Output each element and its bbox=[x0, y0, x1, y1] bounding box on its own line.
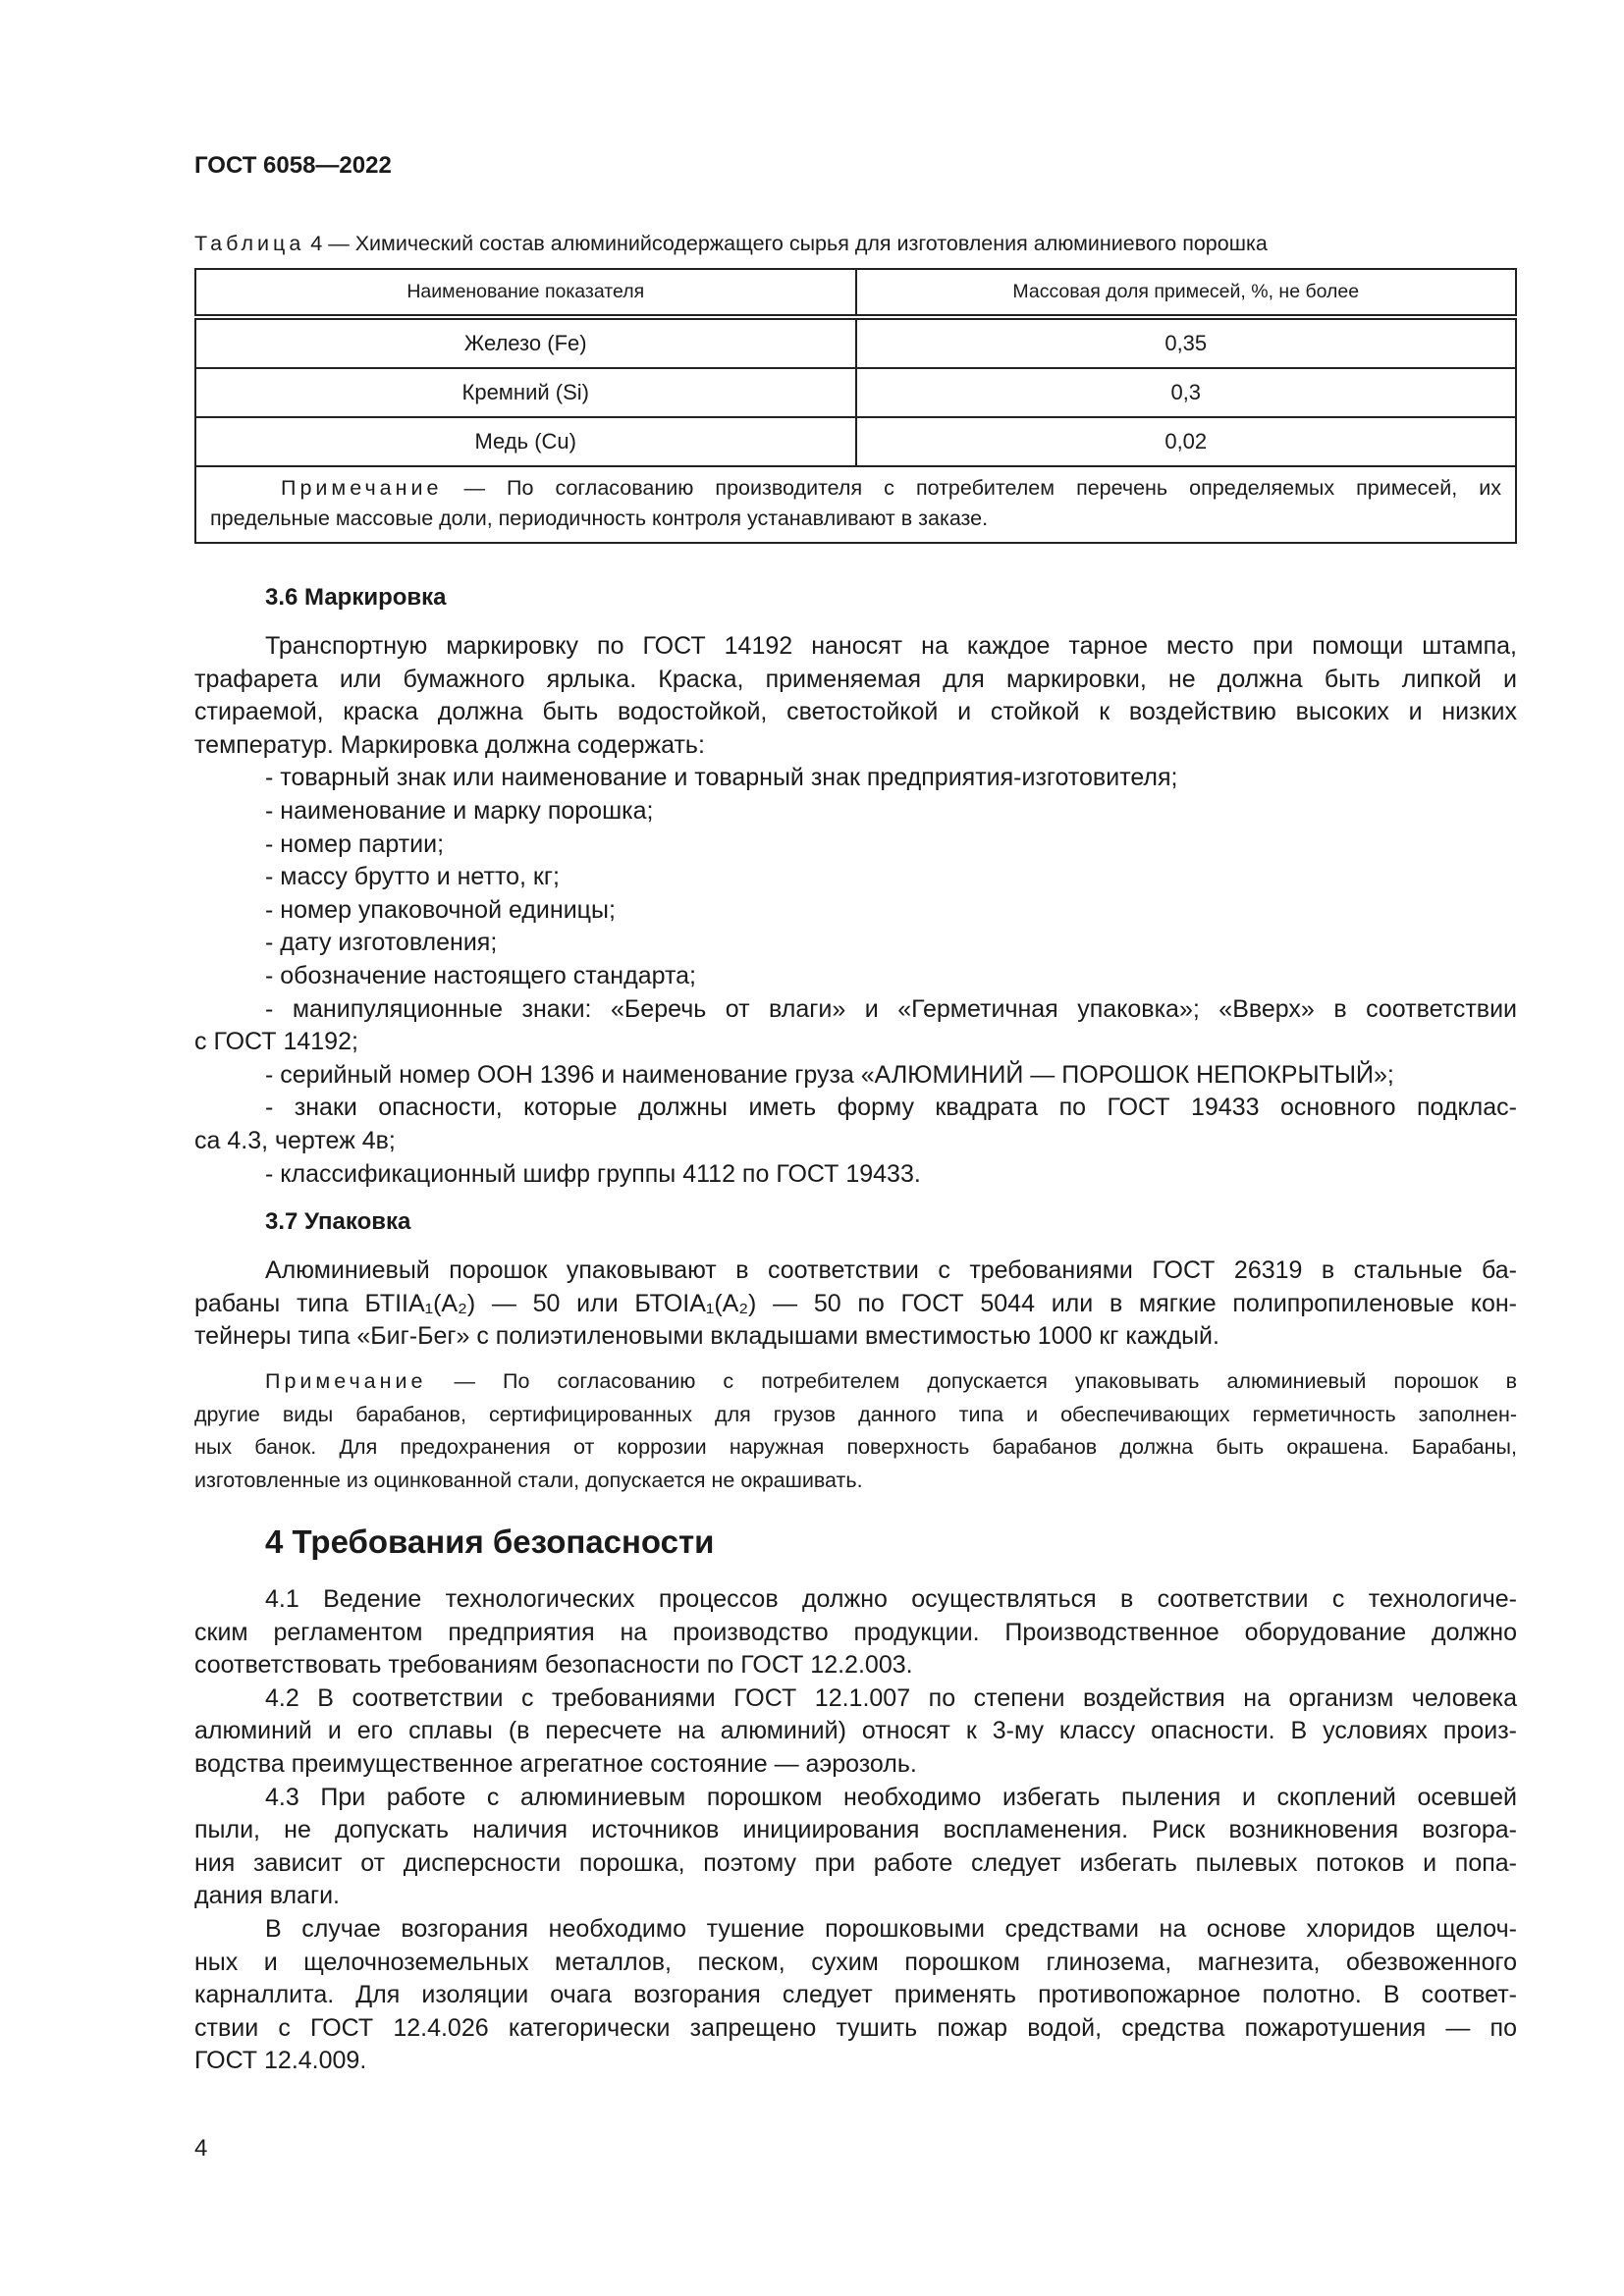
text-line: тейнеры типа «Биг-Бег» с полиэтиленовыми вкладышами вместимостью 1000 кг каждый. bbox=[194, 1322, 1219, 1351]
text-line: стираемой, краска должна быть водостойкой, светостойкой и стойкой к воздействию высоких и низких bbox=[194, 698, 1517, 726]
paragraph bbox=[194, 1682, 1517, 1782]
text-line: рабаны типа БТIIA₁(A₂) — 50 или БТОIA₁(A₂) — 50 по ГОСТ 5044 или в мягкие полипропиленовые кон- bbox=[194, 1289, 1517, 1317]
chemical-composition-table bbox=[194, 268, 1517, 544]
text-line: - серийный номер ООН 1396 и наименование груза «АЛЮМИНИЙ — ПОРОШОК НЕПОКРЫТЫЙ»; bbox=[265, 1060, 1394, 1089]
table-caption-label: Таблица bbox=[194, 232, 305, 255]
note-line: ных банок. Для предохранения от коррозии наружная поверхность барабанов должна быть окрашена. Барабаны, bbox=[194, 1435, 1517, 1460]
text-line: 4.1 Ведение технологических процессов должно осуществляться в соответствии с технологиче- bbox=[265, 1585, 1517, 1613]
paragraph bbox=[194, 1059, 1517, 1093]
section-3-6-body bbox=[194, 630, 1517, 1191]
document-code: ГОСТ 6058—2022 bbox=[194, 152, 392, 179]
paragraph bbox=[194, 927, 1517, 960]
text-line: - классификационный шифр группы 4112 по ГОСТ 19433. bbox=[265, 1159, 921, 1188]
section-4-body bbox=[194, 1583, 1517, 2078]
text-line: температур. Маркировка должна содержать: bbox=[194, 730, 705, 759]
paragraph bbox=[194, 1782, 1517, 1913]
table-row bbox=[195, 368, 1516, 417]
text-line: ствии с ГОСТ 12.4.026 категорически запрещено тушить пожар водой, средства пожаротушения — по bbox=[194, 2013, 1517, 2042]
table-cell-element: Кремний (Si) bbox=[195, 368, 856, 417]
note-line bbox=[210, 473, 1501, 504]
table-caption bbox=[194, 228, 1517, 259]
note-line: изготовленные из оцинкованной стали, допускается не окрашивать. bbox=[194, 1468, 863, 1492]
table-row bbox=[195, 317, 1516, 368]
section-3-7-heading: 3.7 Упаковка bbox=[265, 1208, 411, 1235]
note-label: Примечание bbox=[281, 476, 443, 500]
paragraph bbox=[194, 1158, 1517, 1192]
text-line: ским регламентом предприятия на производство продукции. Производственное оборудование должно bbox=[194, 1618, 1517, 1646]
section-3-6-heading: 3.6 Маркировка bbox=[265, 584, 447, 611]
table-cell-element: Железо (Fe) bbox=[195, 317, 856, 368]
text-line: - номер упаковочной единицы; bbox=[265, 895, 616, 924]
note-text: — По согласованию производителя с потребителем перечень определяемых примесей, их bbox=[442, 476, 1501, 500]
paragraph bbox=[194, 795, 1517, 828]
text-line: В случае возгорания необходимо тушение порошковыми средствами на основе хлоридов щелоч- bbox=[265, 1914, 1517, 1943]
text-line: - манипуляционные знаки: «Беречь от влаги» и «Герметичная упаковка»; «Вверх» в соответствии bbox=[265, 994, 1517, 1023]
table-caption-text: 4 — Химический состав алюминийсодержащего сырья для изготовления алюминиевого порошка bbox=[304, 232, 1268, 255]
table-cell-element: Медь (Cu) bbox=[195, 417, 856, 466]
paragraph bbox=[194, 861, 1517, 894]
column-header: Массовая доля примесей, %, не более bbox=[856, 269, 1517, 317]
text-line: трафарета или бумажного ярлыка. Краска, применяемая для маркировки, не должна быть липкой и bbox=[194, 665, 1517, 693]
table-cell-value: 0,35 bbox=[856, 317, 1517, 368]
note-line: другие виды барабанов, сертифицированных для грузов данного типа и обеспечивающих герметичность заполнен- bbox=[194, 1402, 1517, 1426]
text-line: 4.3 При работе с алюминиевым порошком необходимо избегать пыления и скоплений осевшей bbox=[265, 1783, 1517, 1811]
text-line: ных и щелочноземельных металлов, песком, сухим порошком глинозема, магнезита, обезвоженного bbox=[194, 1948, 1517, 1976]
paragraph bbox=[194, 894, 1517, 928]
text-line: пыли, не допускать наличия источников инициирования воспламенения. Риск возникновения возгора- bbox=[194, 1816, 1517, 1844]
table-cell-value: 0,02 bbox=[856, 417, 1517, 466]
paragraph bbox=[194, 630, 1517, 762]
text-line: 4.2 В соответствии с требованиями ГОСТ 12.1.007 по степени воздействия на организм человека bbox=[265, 1683, 1517, 1712]
text-line: Алюминиевый порошок упаковывают в соответствии с требованиями ГОСТ 26319 в стальные ба- bbox=[265, 1256, 1517, 1284]
text-line: - товарный знак или наименование и товарный знак предприятия-изготовителя; bbox=[265, 764, 1178, 792]
text-line: - дату изготовления; bbox=[265, 929, 498, 957]
paragraph bbox=[194, 828, 1517, 862]
paragraph bbox=[194, 762, 1517, 795]
text-line: карналлита. Для изоляции очага возгорания следует применять противопожарное полотно. В соответ- bbox=[194, 1981, 1517, 2009]
paragraph bbox=[194, 960, 1517, 993]
text-line: са 4.3, чертеж 4в; bbox=[194, 1126, 396, 1154]
section-3-7-body bbox=[194, 1255, 1517, 1354]
table-row bbox=[195, 417, 1516, 466]
page-number: 4 bbox=[194, 2135, 208, 2162]
paragraph bbox=[194, 993, 1517, 1059]
table-header-row bbox=[195, 269, 1516, 317]
text-line: водства преимущественное агрегатное состояние — аэрозоль. bbox=[194, 1749, 917, 1778]
paragraph bbox=[194, 1255, 1517, 1354]
text-line: с ГОСТ 14192; bbox=[194, 1028, 358, 1056]
section-3-7-note bbox=[194, 1365, 1517, 1497]
paragraph bbox=[194, 1913, 1517, 2078]
text-line: - номер партии; bbox=[265, 829, 445, 858]
column-header: Наименование показателя bbox=[195, 269, 856, 317]
note-line: предельные массовые доли, периодичность контроля устанавливают в заказе. bbox=[210, 507, 989, 530]
text-line: - обозначение настоящего стандарта; bbox=[265, 961, 696, 989]
table-cell-value: 0,3 bbox=[856, 368, 1517, 417]
text-line: ГОСТ 12.4.009. bbox=[194, 2047, 367, 2075]
section-4-heading: 4 Требования безопасности bbox=[265, 1523, 715, 1560]
text-line: соответствовать требованиям безопасности по ГОСТ 12.2.003. bbox=[194, 1651, 913, 1680]
table-note-row bbox=[195, 466, 1516, 543]
paragraph bbox=[194, 1092, 1517, 1157]
note-label: Примечание bbox=[265, 1369, 427, 1393]
text-line: - наименование и марку порошка; bbox=[265, 796, 654, 825]
table-note bbox=[195, 466, 1516, 543]
paragraph bbox=[194, 1583, 1517, 1682]
text-line: - массу брутто и нетто, кг; bbox=[265, 863, 560, 891]
text-line: дания влаги. bbox=[194, 1882, 340, 1910]
note-text: — По согласованию с потребителем допускается упаковывать алюминиевый порошок в bbox=[426, 1369, 1517, 1393]
text-line: алюминий и его сплавы (в пересчете на алюминий) относят к 3-му классу опасности. В условиях произ- bbox=[194, 1717, 1517, 1745]
text-line: - знаки опасности, которые должны иметь форму квадрата по ГОСТ 19433 основного подклас- bbox=[265, 1094, 1517, 1122]
text-line: ния зависит от дисперсности порошка, поэтому при работе следует избегать пылевых потоков и попа- bbox=[194, 1848, 1517, 1877]
text-line: Транспортную маркировку по ГОСТ 14192 наносят на каждое тарное место при помощи штампа, bbox=[265, 632, 1517, 660]
note-line bbox=[194, 1365, 1517, 1399]
